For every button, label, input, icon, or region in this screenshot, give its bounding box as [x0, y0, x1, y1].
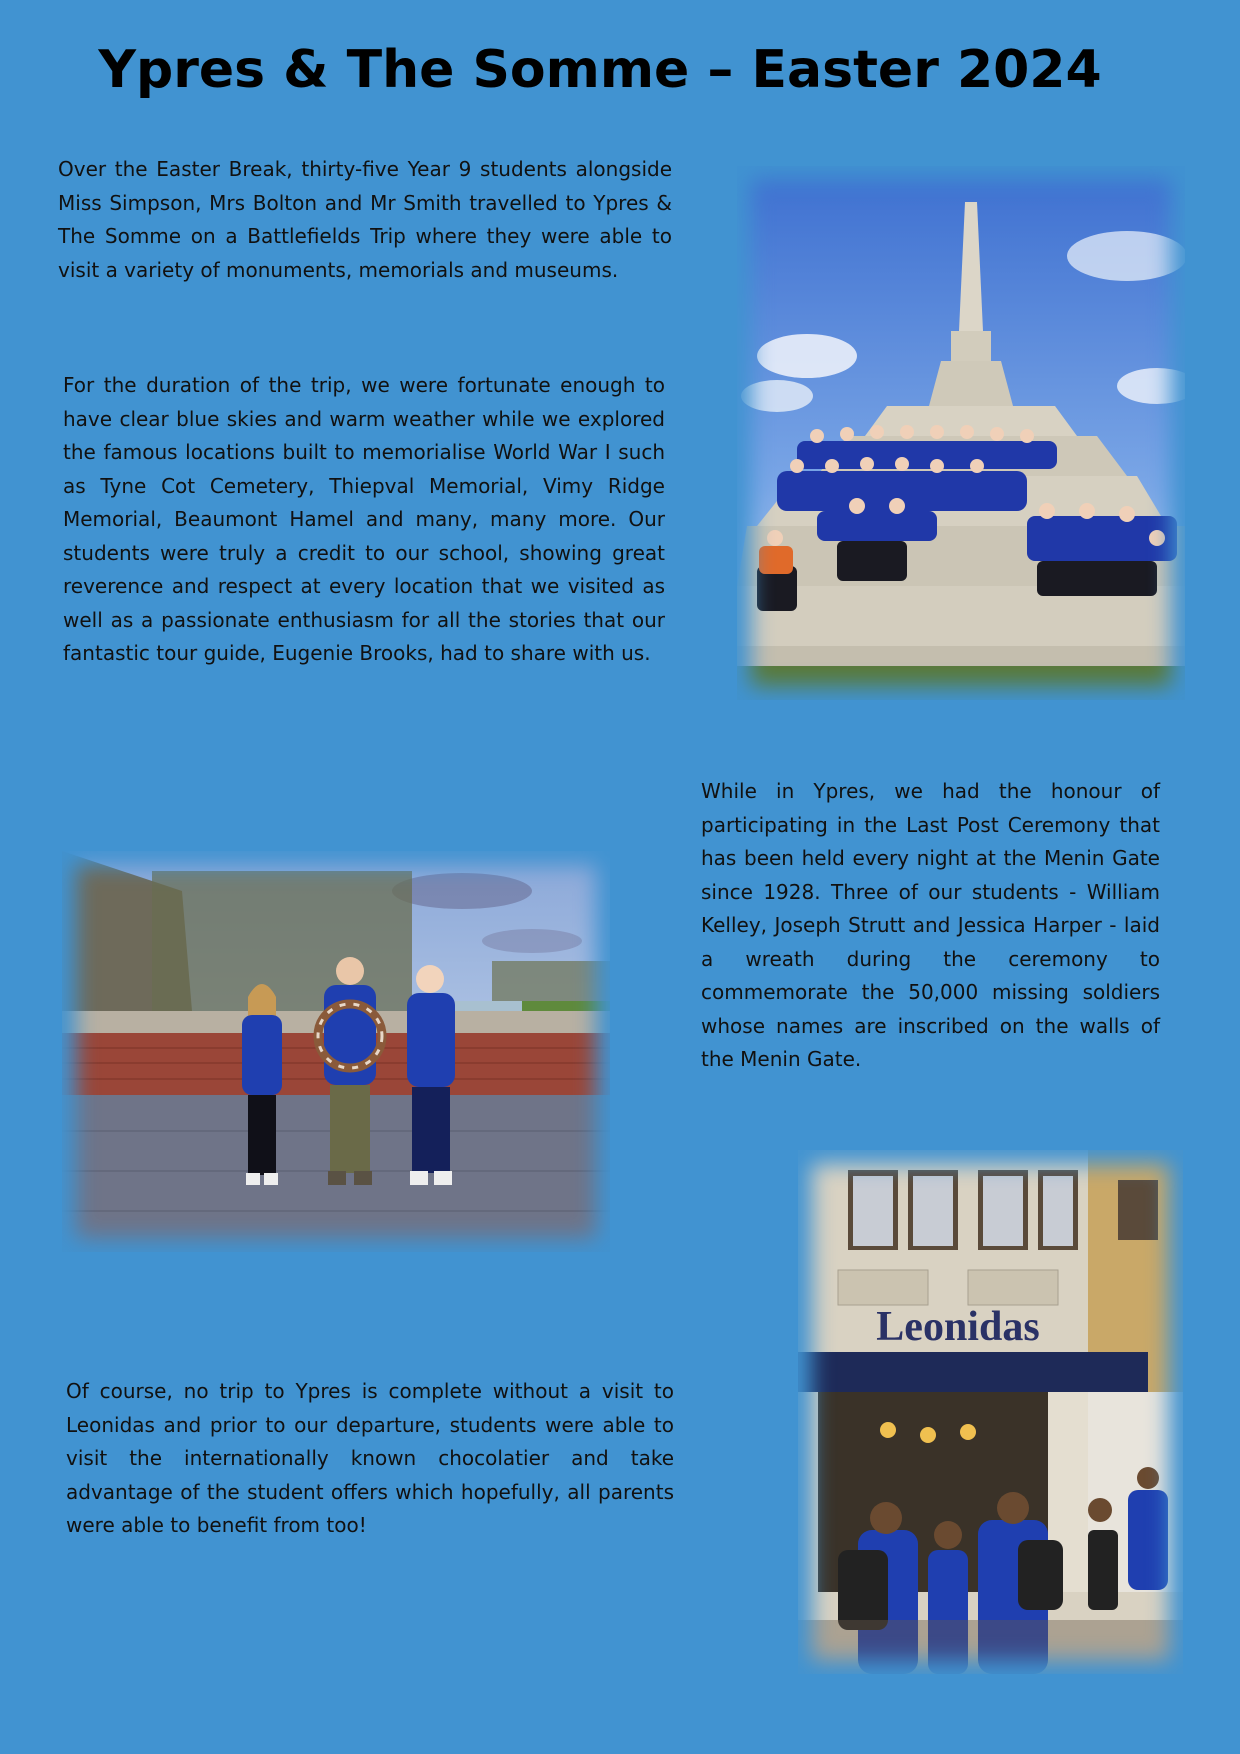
- shop-sign-text: Leonidas: [876, 1304, 1040, 1350]
- page-title: Ypres & The Somme – Easter 2024: [98, 40, 1102, 100]
- memorial-group-photo: [737, 166, 1185, 700]
- leonidas-shop-photo: [798, 1150, 1183, 1674]
- duration-paragraph: For the duration of the trip, we were fortunate enough to have clear blue skies and warm weather while we explored the famous locations built to memorialise World War I such as Tyne Cot Cemetery, Thiepval Memorial, Vimy Ridge Memorial, Beaumont Hamel and many, many more. Our students were truly a credit to our school, showing great reverence and respect at every location that we visited as well as a passionate enthusiasm for all the stories that our fantastic tour guide, Eugenie Brooks, had to share with us.: [63, 373, 665, 665]
- leonidas-paragraph: Of course, no trip to Ypres is complete without a visit to Leonidas and prior to our departure, students were able to visit the internationally known chocolatier and take advantage of the student offers which hopefully, all parents were able to benefit from too!: [66, 1379, 674, 1537]
- menin-gate-paragraph: While in Ypres, we had the honour of participating in the Last Post Ceremony that has been held every night at the Menin Gate since 1928. Three of our students - William Kelley, Joseph Strutt and Jessica Harper - laid a wreath during the ceremony to commemorate the 50,000 missing soldiers whose names are inscribed on the walls of the Menin Gate.: [701, 779, 1160, 1071]
- intro-paragraph: Over the Easter Break, thirty-five Year 9 students alongside Miss Simpson, Mrs Bolton and Mr Smith travelled to Ypres & The Somme on a Battlefields Trip where they were able to visit a variety of monuments, memorials and museums.: [58, 157, 672, 282]
- wreath-students-photo: [62, 851, 610, 1252]
